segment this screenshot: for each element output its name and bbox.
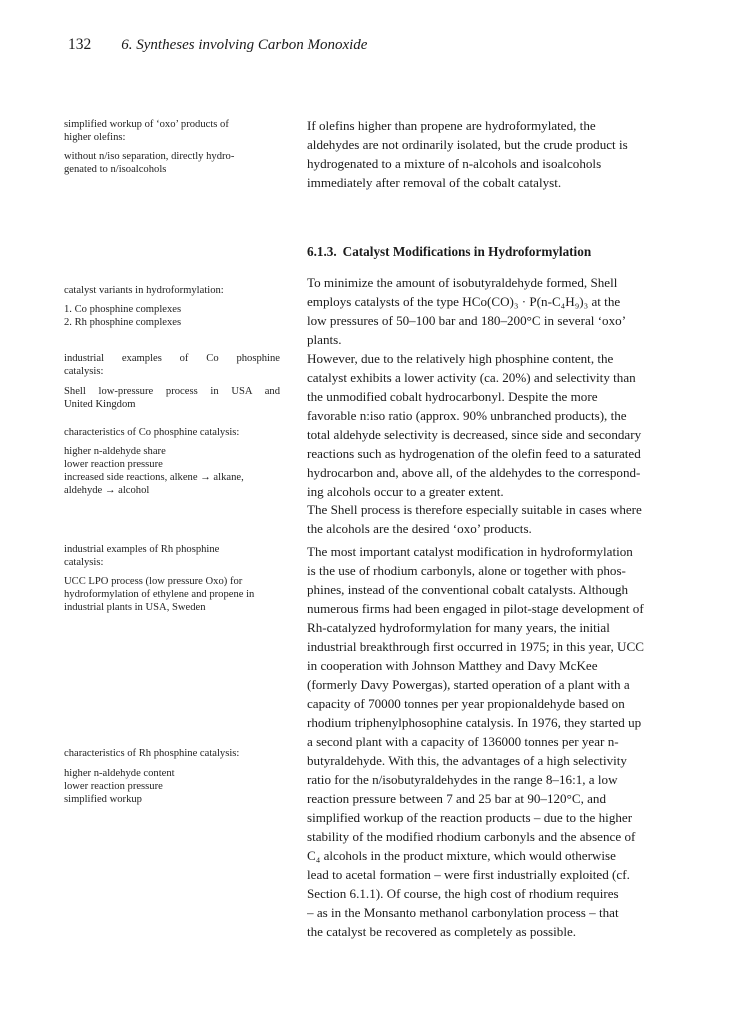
- text-line: a second plant with a capacity of 136000 tonnes per year n-: [307, 734, 619, 749]
- text-line: Section 6.1.1). Of course, the high cost of rhodium requires: [307, 886, 619, 901]
- text-line: ing alcohols occur to a greater extent.: [307, 484, 504, 499]
- margin-note: [64, 303, 280, 329]
- margin-note-line: industrial plants in USA, Sweden: [64, 602, 206, 613]
- text-line: catalyst exhibits a lower activity (ca. 20%) and selectivity than: [307, 370, 636, 385]
- paragraph: [307, 116, 729, 192]
- page-header: [68, 36, 367, 60]
- margin-note-line: genated to n/isoalcohols: [64, 164, 167, 175]
- margin-note-line: 2. Rh phosphine complexes: [64, 317, 182, 328]
- text-line: The most important catalyst modification in hydroformylation: [307, 544, 633, 559]
- margin-note: [64, 118, 280, 144]
- margin-note: [64, 445, 280, 497]
- margin-note-line: catalysis:: [64, 366, 104, 377]
- text-line: employs catalysts of the type HCo(CO)₃ · P(n-C₄H₉)₃ at the: [307, 294, 621, 309]
- margin-note-line: simplified workup: [64, 794, 142, 805]
- section-number: 6.1.3.: [307, 244, 337, 259]
- paragraph: [307, 542, 729, 941]
- margin-note-line: industrial examples of Co phosphine: [64, 353, 280, 364]
- text-line: C₄ alcohols in the product mixture, which would otherwise: [307, 848, 616, 863]
- margin-note-line: United Kingdom: [64, 399, 136, 410]
- text-line: numerous firms had been engaged in pilot-stage development of: [307, 601, 644, 616]
- margin-note-line: higher n-aldehyde share: [64, 446, 166, 457]
- text-line: hydrogenated to a mixture of n-alcohols and isoalcohols: [307, 156, 602, 171]
- text-line: reaction pressure between 7 and 25 bar at 90–120°C, and: [307, 791, 607, 806]
- text-line: phines, instead of the conventional cobalt catalysts. Although: [307, 582, 629, 597]
- margin-note: [64, 385, 280, 411]
- margin-note-line: 1. Co phosphine complexes: [64, 304, 182, 315]
- text-line: simplified workup of the reaction products – due to the higher: [307, 810, 633, 825]
- text-line: plants.: [307, 332, 342, 347]
- margin-note-line: industrial examples of Rh phosphine: [64, 544, 220, 555]
- margin-note-line: increased side reactions, alkene → alkane,: [64, 472, 244, 483]
- text-line: The Shell process is therefore especially suitable in cases where: [307, 502, 642, 517]
- section-title: Catalyst Modifications in Hydroformylation: [342, 244, 592, 259]
- page-number: 132: [68, 36, 92, 53]
- margin-note: [64, 352, 280, 378]
- text-line: is the use of rhodium carbonyls, alone or together with phos-: [307, 563, 626, 578]
- margin-note-line: simplified workup of ‘oxo’ products of: [64, 119, 229, 130]
- margin-note-line: catalysis:: [64, 557, 104, 568]
- text-line: aldehydes are not ordinarily isolated, but the crude product is: [307, 137, 628, 152]
- text-line: favorable n:iso ratio (approx. 90% unbranched products), the: [307, 408, 627, 423]
- text-line: total aldehyde selectivity is decreased, since side and secondary: [307, 427, 642, 442]
- text-line: lead to acetal formation – were first industrially exploited (cf.: [307, 867, 630, 882]
- text-line: the unmodified cobalt hydrocarbonyl. Despite the more: [307, 389, 598, 404]
- text-line: (formerly Davy Powergas), started operation of a plant with a: [307, 677, 630, 692]
- text-line: reactions such as hydrogenation of the olefin feed to a saturated: [307, 446, 641, 461]
- text-line: the alcohols are the desired ‘oxo’ products.: [307, 521, 532, 536]
- text-line: rhodium triphenylphosophine catalysis. In 1976, they started up: [307, 715, 642, 730]
- paragraph: [307, 500, 729, 538]
- text-line: immediately after removal of the cobalt catalyst.: [307, 175, 562, 190]
- text-line: If olefins higher than propene are hydroformylated, the: [307, 118, 596, 133]
- paragraph: [307, 273, 729, 349]
- margin-note: [64, 767, 280, 806]
- text-line: low pressures of 50–100 bar and 180–200°C in several ‘oxo’: [307, 313, 627, 328]
- paragraph: [307, 349, 729, 501]
- margin-note-line: catalyst variants in hydroformylation:: [64, 285, 224, 296]
- margin-note: [64, 543, 280, 569]
- text-line: To minimize the amount of isobutyraldehyde formed, Shell: [307, 275, 618, 290]
- margin-note-line: aldehyde → alcohol: [64, 485, 150, 496]
- margin-note-line: higher n-aldehyde content: [64, 768, 175, 779]
- margin-note-line: characteristics of Rh phosphine catalysis:: [64, 748, 240, 759]
- text-line: the catalyst be recovered as completely as possible.: [307, 924, 577, 939]
- section-heading: [307, 244, 591, 260]
- margin-note-line: lower reaction pressure: [64, 781, 163, 792]
- text-line: industrial breakthrough first occurred in 1975; in this year, UCC: [307, 639, 644, 654]
- margin-note: [64, 150, 280, 176]
- text-line: butyraldehyde. With this, the advantages of a high selectivity: [307, 753, 627, 768]
- margin-note-line: Shell low-pressure process in USA and: [64, 386, 280, 397]
- margin-note: [64, 575, 280, 614]
- margin-note: [64, 747, 280, 760]
- margin-note-line: UCC LPO process (low pressure Oxo) for: [64, 576, 243, 587]
- margin-note: [64, 284, 280, 297]
- margin-note-line: higher olefins:: [64, 132, 126, 143]
- margin-note: [64, 426, 280, 439]
- text-line: in cooperation with Johnson Matthey and Davy McKee: [307, 658, 598, 673]
- text-line: ratio for the n/isobutyraldehydes in the range 8–16:1, a low: [307, 772, 618, 787]
- margin-note-line: characteristics of Co phosphine catalysis:: [64, 427, 240, 438]
- margin-note-line: hydroformylation of ethylene and propene in: [64, 589, 255, 600]
- margin-note-line: without n/iso separation, directly hydro-: [64, 151, 235, 162]
- margin-note-line: lower reaction pressure: [64, 459, 163, 470]
- text-line: However, due to the relatively high phosphine content, the: [307, 351, 614, 366]
- text-line: Rh-catalyzed hydroformylation for many years, the initial: [307, 620, 610, 635]
- chapter-title: 6. Syntheses involving Carbon Monoxide: [121, 37, 368, 53]
- text-line: stability of the modified rhodium carbonyls and the absence of: [307, 829, 636, 844]
- text-line: capacity of 70000 tonnes per year propionaldehyde based on: [307, 696, 625, 711]
- text-line: hydrocarbon and, above all, of the aldehydes to the correspond-: [307, 465, 641, 480]
- text-line: – as in the Monsanto methanol carbonylation process – that: [307, 905, 619, 920]
